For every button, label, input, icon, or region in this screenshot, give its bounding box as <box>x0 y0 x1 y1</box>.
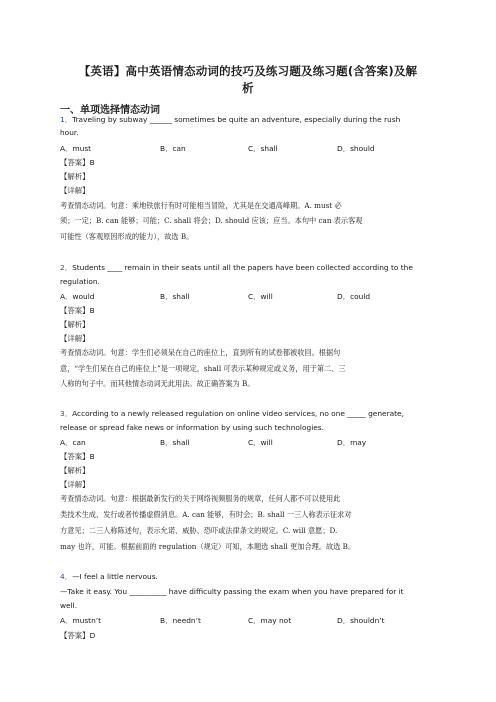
question-4-option-d: D．shouldn’t <box>337 616 385 625</box>
question-stem-text: —I feel a little nervous. <box>72 572 158 581</box>
question-stem-text: Traveling by subway ______ sometimes be quite an adventure, especially during the rush <box>72 115 401 124</box>
question-1-option-a: A．must <box>60 144 92 153</box>
question-3-explanation-line-2: 类技术生成、发行或者传播虚假消息。A. can 能够，有时会；B. shall 一三人称表示征求对 <box>60 510 352 519</box>
question-4-option-b: B．needn’t <box>160 616 201 625</box>
question-3-explanation-line-3: 方意见；二三人称陈述句，表示允诺、威胁、恐吓或法律条文的规定。C. will 意愿；D. <box>60 526 338 535</box>
question-3-answer: 【答案】B <box>60 452 95 461</box>
question-1-explanation-line-3: 可能性（客观原因形成的能力），故选 B。 <box>60 232 194 241</box>
question-3-option-c: C．will <box>248 438 273 447</box>
question-1-answer: 【答案】B <box>60 158 95 167</box>
question-number: 4． <box>60 572 73 581</box>
question-number: 3． <box>60 409 73 418</box>
question-1-option-b: B．can <box>160 144 186 153</box>
question-stem-text: Students ____ remain in their seats until all the papers have been collected according to the <box>72 263 413 272</box>
question-3-explanation-line-4: may 也许，可能。根据前面的 regulation（规定）可知，本题选 shall 更加合理。故选 B。 <box>60 542 356 551</box>
question-4-stem-line-1 <box>60 571 158 582</box>
question-4-stem-line-3: well. <box>60 601 78 610</box>
question-2-option-b: B．shall <box>160 292 190 301</box>
question-2-analysis-label: 【解析】 <box>60 320 90 329</box>
question-2-explanation-line-2: 意，“学生们呆在自己的座位上”是一项规定，shall 可表示某种规定或义务，用于第二、三 <box>60 364 346 373</box>
page-title <box>60 63 436 97</box>
question-2-option-c: C．will <box>248 292 273 301</box>
question-4-answer: 【答案】D <box>60 631 96 640</box>
question-1-explanation-line-1: 考查情态动词。句意：乘地铁旅行有时可能相当冒险，尤其是在交通高峰期。A. must 必 <box>60 201 342 210</box>
question-2-option-a: A．would <box>60 292 95 301</box>
question-number: 1． <box>60 115 73 124</box>
question-3-detail-label: 【详解】 <box>60 480 90 489</box>
title-line-1: 【英语】高中英语情态动词的技巧及练习题及练习题(含答案)及解 <box>78 64 418 78</box>
question-2-stem-line-2: regulation. <box>60 277 100 286</box>
title-line-2: 析 <box>242 81 254 95</box>
question-3-option-d: D．may <box>337 438 367 447</box>
question-4-stem-line-2: —Take it easy. You __________ have difficulty passing the exam when you have prepared for it <box>60 587 404 596</box>
question-1-detail-label: 【详解】 <box>60 186 90 195</box>
question-4-option-c: C．may not <box>248 616 292 625</box>
question-stem-text: According to a newly released regulation on online video services, no one _____ generate, <box>72 409 404 418</box>
question-1-option-c: C．shall <box>248 144 278 153</box>
question-3-option-a: A．can <box>60 438 86 447</box>
question-number: 2． <box>60 263 73 272</box>
question-3-stem-line-2: release or spread fake news or information by using such technologies. <box>60 423 324 432</box>
question-2-detail-label: 【详解】 <box>60 334 90 343</box>
question-2-answer: 【答案】B <box>60 306 95 315</box>
question-1-stem-line-2: hour. <box>60 128 79 137</box>
question-2-explanation-line-1: 考查情态动词。句意：学生们必须呆在自己的座位上，直到所有的试卷都被收回。根据句 <box>60 348 341 357</box>
question-2-stem-line-1 <box>60 262 413 273</box>
question-3-option-b: B．shall <box>160 438 190 447</box>
question-4-option-a: A．mustn’t <box>60 616 102 625</box>
question-3-explanation-line-1: 考查情态动词。句意：根据最新发行的关于网络视频服务的规章，任何人都不可以使用此 <box>60 494 341 503</box>
question-1-stem-line-1 <box>60 114 400 125</box>
question-1-analysis-label: 【解析】 <box>60 172 90 181</box>
question-2-explanation-line-3: 人称的句子中。而其他情态动词无此用法。故正确答案为 B。 <box>60 379 255 388</box>
question-1-explanation-line-2: 须；一定；B. can 能够；可能；C. shall 将会；D. should 应该；应当。本句中 can 表示客观 <box>60 216 363 225</box>
question-3-analysis-label: 【解析】 <box>60 466 90 475</box>
question-2-option-d: D．could <box>337 292 371 301</box>
question-3-stem-line-1 <box>60 408 404 419</box>
question-1-option-d: D．should <box>337 144 375 153</box>
section-heading: 一、单项选择情态动词 <box>60 105 160 116</box>
